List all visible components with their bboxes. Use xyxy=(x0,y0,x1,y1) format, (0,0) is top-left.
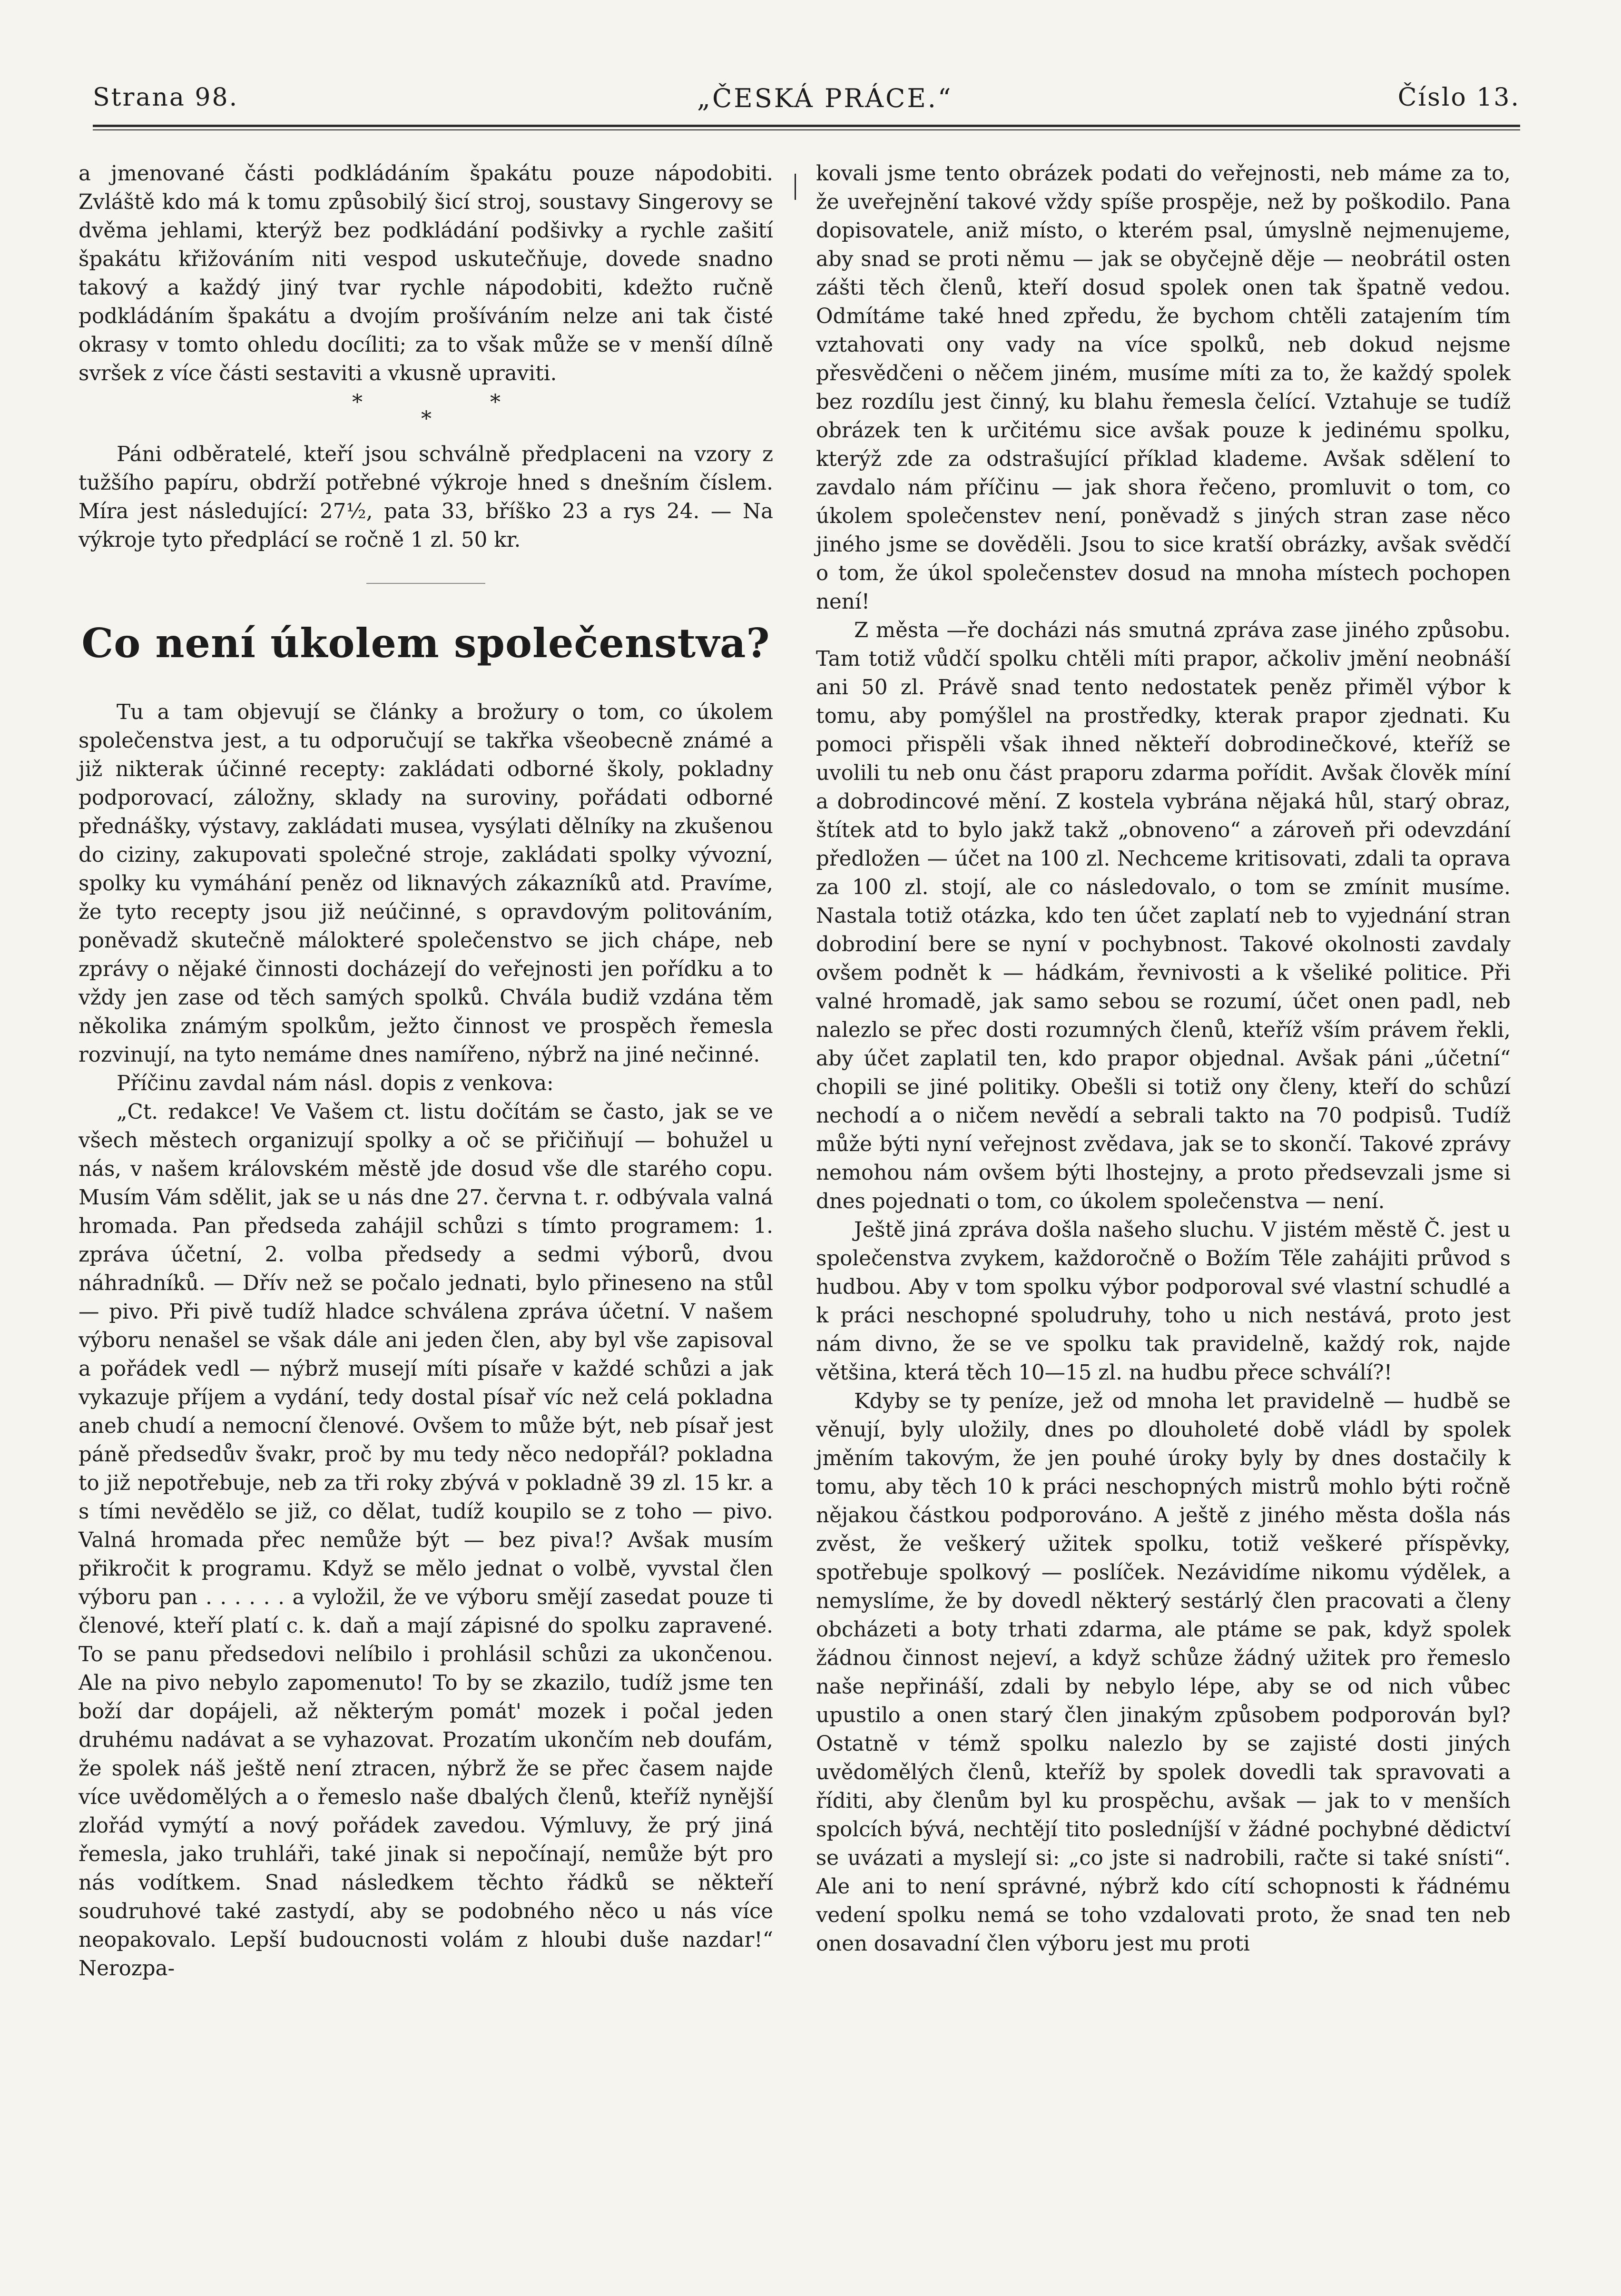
paragraph: Ještě jiná zpráva došla našeho sluchu. V jistém městě Č. jest u společenstva zvykem, každoročně o Božím Těle zahájiti průvod s hudbou. Aby v tom spolku výbor podporoval své vlastní schudlé a k práci neschopné spoludruhy, toho u nich nestává, proto jest nám divno, že se ve spolku tak pravidelně, každý rok, najde většina, která těch 10—15 zl. na hudbu přece schválí?! xyxy=(816,1218,1511,1385)
paragraph: Kdyby se ty peníze, jež od mnoha let pravidelně — hudbě se věnují, byly uložily, dnes po dlouholeté době vládl by spolek jměním takovým, že jen pouhé úroky byly by dnes dostačily k tomu, aby těch 10 k práci neschopných mistrů mohlo býti ročně nějakou částkou podporováno. A ještě z jiného města došla nás zvěst, že veškerý užitek spolku, totiž veškeré příspěvky, spotřebuje spolkový — poslíček. Nezávidíme nikomu výdělek, a nemyslíme, že by dovedl některý sestárlý člen pracovati a členy obcházeti a boty trhati zdarma, ale ptáme se pak, když spolek žádnou činnost nejeví, a když schůze žádný užitek pro řemeslo naše nepřináší, zdali by nebylo lépe, aby se od nich vůbec upustilo a onen starý člen jinakým způsobem podporován byl? Ostatně v témž spolku nalezlo by se zajisté dosti jiných uvědomělých členů, kteříž by spolek dovedli tak spravovati a říditi, aby členům byl ku prospěchu, avšak — jak to v menších spolcích bývá, nechtějí tito posledníjší v žádné pochybné dědictví se uvázati a myslejí si: „co jste si nadrobili, račte si také snísti“. Ale ani to není správné, nýbrž kdo cítí schopnosti k řádnému vedení spolku nemá se toho vzdalovati proto, že snad ten neb onen dosavadní člen výboru jest mu proti xyxy=(816,1389,1511,1956)
column-divider xyxy=(795,174,796,200)
letter-paragraph: „Ct. redakce! Ve Vašem ct. listu dočítám se často, jak se ve všech městech organizují spolky a oč se přičiňují — bohužel u nás, v našem královském městě jde dosud vše dle starého copu. Musím Vám sdělit, jak se u nás dne 27. června t. r. odbývala valná hromada. Pan předseda zahájil schůzi s tímto programem: 1. zpráva účetní, 2. volba předsedy a sedmi výborů, dvou náhradníků. — Dřív než se počalo jednati, bylo přineseno na stůl — pivo. Při pivě tudíž hladce schválena zpráva účetní. V našem výboru nenašel se však dále ani jeden člen, aby byl vše zapisoval a pořádek vedl — nýbrž musejí míti písaře v každé schůzi a jak vykazuje příjem a vydání, tedy dostal písař víc než celá pokladna aneb chudí a nemocní členové. Ovšem to může být, neb písař jest páně předsedův švakr, proč by mu tedy něco nedopřál? pokladna to již nepotřebuje, neb za tři roky zbývá v pokladně 39 zl. 15 kr. a s tími nevědělo se již, co dělat, tudíž koupilo se z toho — pivo. Valná hromada přec nemůže být — bez piva!? Avšak musím přikročit k programu. Když se mělo jednat o volbě, vyvstal člen výboru pan . . . . . . a vyložil, že ve výboru smějí zasedat pouze ti členové, kteří platí c. k. daň a mají zápisné do spolku zapravené. To se panu předsedovi nelíbilo i prohlásil schůzi za ukončenou. Ale na pivo nebylo zapomenuto! To by se zkazilo, tudíž jsme ten boží dar dopájeli, až některým pomát' mozek i počal jeden druhému nadávat a se vyhazovat. Prozatím ukončím neb doufám, že spolek náš ještě není ztracen, nýbrž že se přec časem najde více uvědomělých a o řemeslo naše dbalých členů, kteříž nynější zlořád vymýtí a nový pořádek zavedou. Výmluvy, že prý jiná řemesla, jako truhláři, také jinak si nepočínají, nemůže být pro nás vodítkem. Snad následkem těchto řádků se někteří soudruhové také zastydí, aby se podobného něco u nás více neopakovalo. Lepší budoucnosti volám z hloubi duše nazdar!“ Nerozpa- xyxy=(79,1100,773,1981)
header-rule-thin xyxy=(93,129,1520,130)
asterisk: * xyxy=(421,407,432,431)
left-column xyxy=(79,159,773,1983)
publication-title: „ČESKÁ PRÁCE.“ xyxy=(697,83,953,113)
asterisk: * xyxy=(490,390,501,414)
paragraph: a jmenované části podkládáním špakátu pouze nápodobiti. Zvláště kdo má k tomu způsobilý šicí stroj, soustavy Singerovy se dvěma jehlami, kterýž bez podkládání podšivky a rychle zašití špakátu křižováním niti vespod uskutečňuje, dovede snadno takový a každý jiný tvar rychle nápodobiti, kdežto ručně podkládáním špakátu a dvojím prošíváním nelze ani tak čisté okrasy v tomto ohledu docíliti; za to však může se v menší dílně svršek z více části sestaviti a vkusně upraviti. xyxy=(79,162,773,385)
paragraph: kovali jsme tento obrázek podati do veřejnosti, neb máme za to, že uveřejnění takové vždy spíše prospěje, než by poškodilo. Pana dopisovatele, aniž místo, o kterém psal, úmyslně nejmenujeme, aby snad se proti němu — jak se obyčejně děje — neobrátil osten zášti těch členů, kteří dosud spolek onen tak špatně vedou. Odmítáme také hned zpředu, že bychom chtěli zatajením tím vztahovati ony vady na více spolků, neb dokud nejsme přesvědčeni o něčem jiném, musíme míti za to, že každý spolek bez rozdílu jest činný, ku blahu řemesla čelící. Vztahuje se tudíž obrázek ten k určitému sice avšak pouze k jedinému spolku, kterýž zde za odstrašující příklad klademe. Avšak sdělení to zavdalo nám příčinu — jak shora řečeno, promluvit o tom, co úkolem společenstev není, poněvadž s jiných stran zase něco jiného jsme se dověděli. Jsou to sice kratší obrázky, avšak svědčí o tom, že úkol společenstev dosud na mnoha místech pochopen není! xyxy=(816,162,1511,614)
right-column xyxy=(816,159,1511,1958)
page-number: Strana 98. xyxy=(93,83,239,112)
issue-number: Číslo 13. xyxy=(1397,83,1520,112)
paragraph: Páni odběratelé, kteří jsou schválně předplaceni na vzory z tužšího papíru, obdrží potřebné výkroje hned s dnešním číslem. Míra jest následující: 27½, pata 33, bříško 23 a rys 24. — Na výkroje tyto předplácí se ročně 1 zl. 50 kr. xyxy=(79,443,773,552)
paragraph: Z města —ře docházi nás smutná zpráva zase jiného způsobu. Tam totiž vůdčí spolku chtěli míti prapor, ačkoliv jmění neobnáší ani 50 zl. Právě snad tento nedostatek peněz přiměl výbor k tomu, aby pomýšlel na prostředky, kterak prapor zjednati. Ku pomoci přispěli však ihned někteří dobrodinečkové, kteříž se uvolili tu neb onu část praporu zdarma pořídit. Avšak člověk míní a dobrodincové mění. Z kostela vybrána nějaká hůl, starý obraz, štítek atd to bylo jakž takž „obnoveno“ a zároveň při odevzdání předložen — účet na 100 zl. Nechceme kritisovati, zdali ta oprava za 100 zl. stojí, ale co následovalo, o tom se zmínit musíme. Nastala totiž otázka, kdo ten účet zaplatí neb to vyjednání stran dobrodiní bere se nyní v pochybnost. Takové okolnosti zavdaly ovšem podnět k — hádkám, řevnivosti a k všeliké politice. Při valné hromadě, jak samo sebou se rozumí, účet onen padl, neb nalezlo se přec dosti rozumných členů, kteříž vším právem řekli, aby účet zaplatil ten, kdo prapor objednal. Avšak páni „účetní“ chopili se jiné politiky. Obešli si totiž ony členy, kteří do schůzí nechodí a o ničem nevědí a sebrali takto na 70 podpisů. Tudíž může býti nyní veřejnost zvědava, jak se to skončí. Takové zprávy nemohou nám ovšem býti lhostejny, a proto předsevzali jsme si dnes pojednati o tom, co úkolem společenstva — není. xyxy=(816,619,1511,1213)
paragraph: Příčinu zavdal nám násl. dopis z venkova: xyxy=(117,1072,554,1095)
asterisk: * xyxy=(352,390,363,414)
page-header xyxy=(93,83,1520,121)
section-separator xyxy=(79,388,773,440)
header-rule xyxy=(93,125,1520,127)
article-heading: Co není úkolem společenstva? xyxy=(81,620,770,667)
paragraph: Tu a tam objevují se články a brožury o tom, co úkolem společenstva jest, a tu odporučují se takřka všeobecně známé a již nikterak účinné recepty: zakládati odborné školy, pokladny podporovací, záložny, sklady na suroviny, pořádati odborné přednášky, výstavy, zakládati musea, vysýlati dělníky na zkušenou do ciziny, zakupovati společné stroje, zakládati spolky vývozní, spolky ku vymáhání peněz od liknavých zákazníků atd. Pravíme, že tyto recepty jsou již neúčinné, s opravdovým politováním, poněvadž skutečně málokteré společenstvo se jich chápe, neb zprávy o nějaké činnosti docházejí do veřejnosti jen pořídku a to vždy jen zase od těch samých spolků. Chvála budiž vzdána těm několika známým spolkům, ježto činnost ve prospěch řemesla rozvinují, na tyto nemáme dnes namířeno, nýbrž na jiné nečinné. xyxy=(79,700,773,1067)
section-rule xyxy=(366,583,485,584)
